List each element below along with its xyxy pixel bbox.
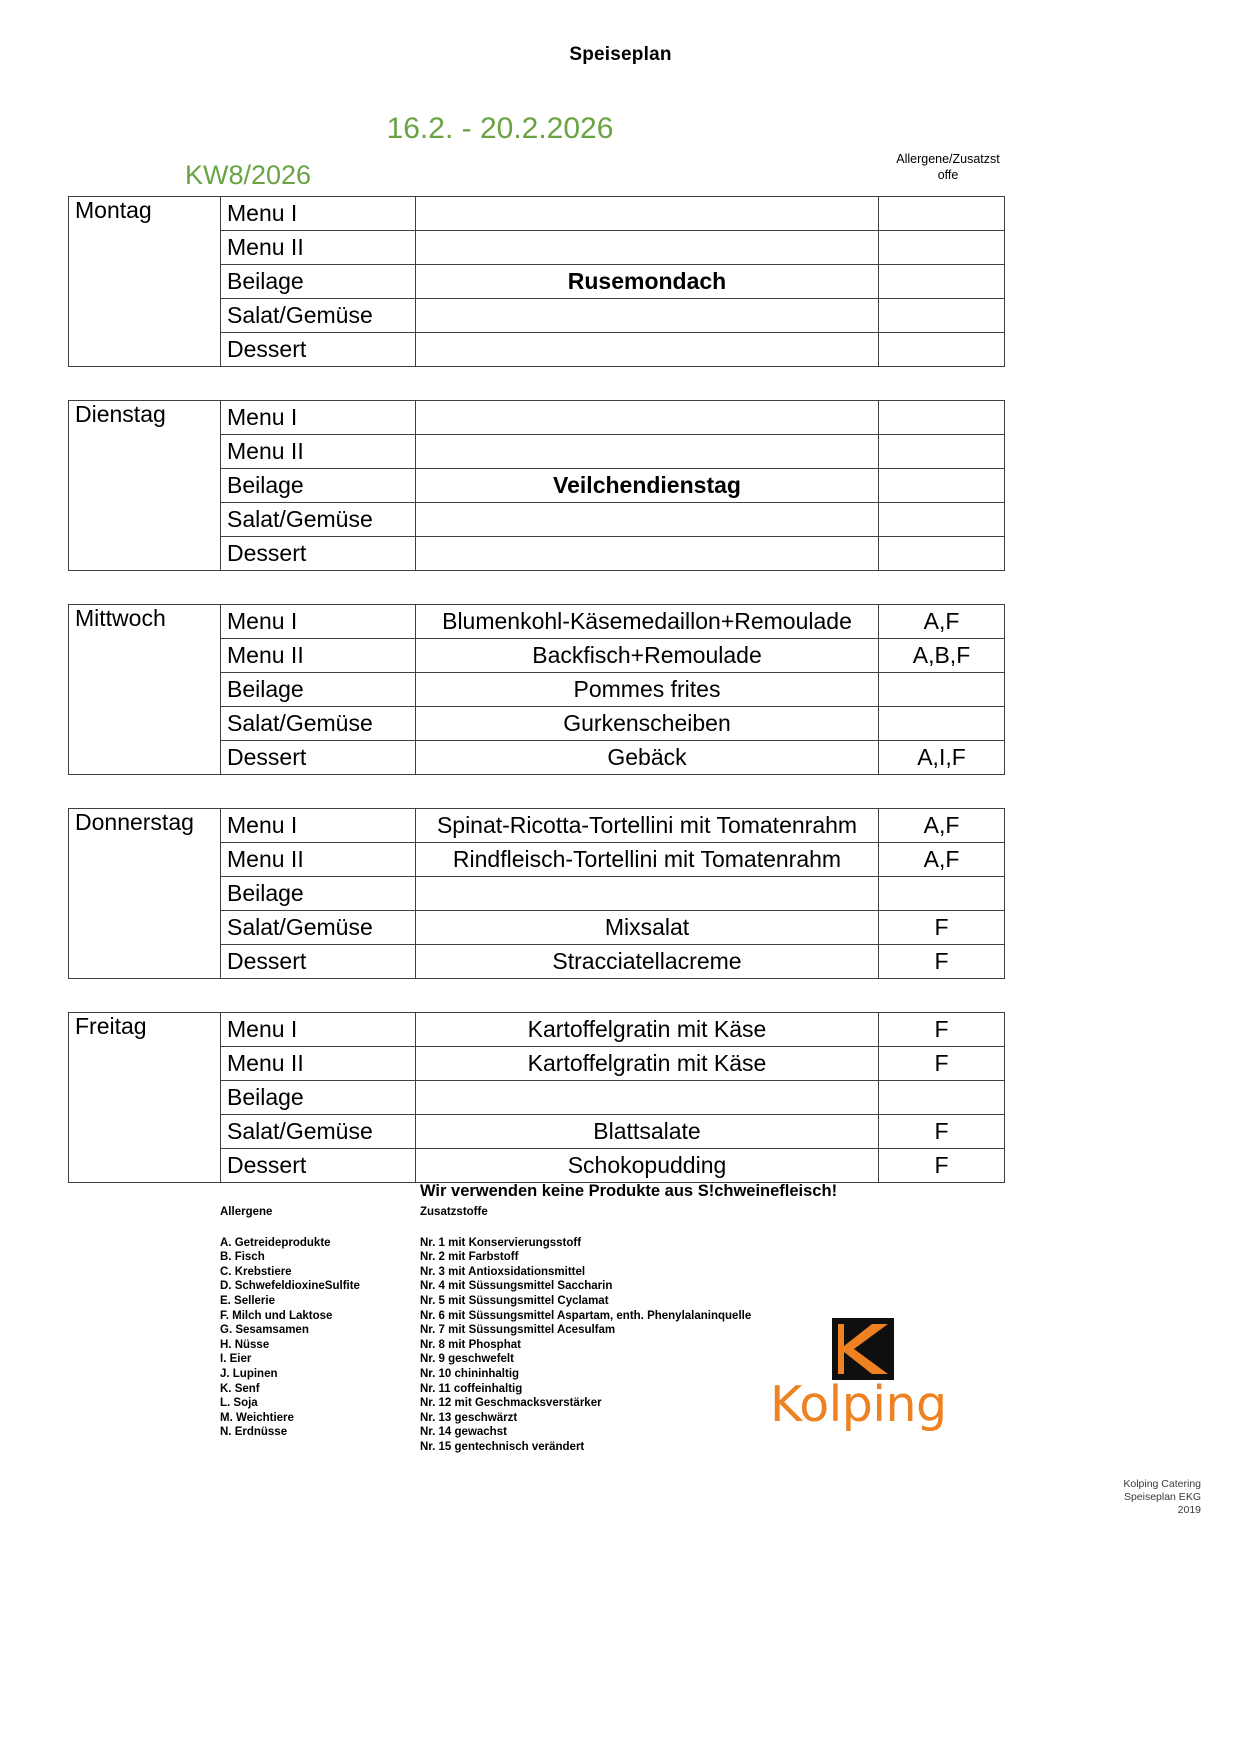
dish-cell: Gebäck: [416, 741, 879, 775]
allergene-legend-column: [220, 1205, 360, 1440]
dish-cell: Stracciatellacreme: [416, 945, 879, 979]
dish-cell: Mixsalat: [416, 911, 879, 945]
zusatzstoffe-item: Nr. 12 mit Geschmacksverstärker: [420, 1397, 602, 1410]
allergene-item: L. Soja: [220, 1397, 258, 1410]
allergene-item: E. Sellerie: [220, 1294, 275, 1307]
allergen-cell: F: [879, 1115, 1005, 1149]
day-table-freitag: [68, 1012, 1005, 1183]
dish-cell: Pommes frites: [416, 673, 879, 707]
dish-cell: Blattsalate: [416, 1115, 879, 1149]
course-label-cell: Beilage: [221, 877, 416, 911]
allergen-cell: [879, 231, 1005, 265]
zusatzstoffe-item: Nr. 13 geschwärzt: [420, 1411, 518, 1424]
table-row: [69, 401, 1005, 435]
allergene-item: A. Getreideprodukte: [220, 1236, 331, 1249]
zusatzstoffe-item: Nr. 9 geschwefelt: [420, 1353, 514, 1366]
allergen-cell: [879, 673, 1005, 707]
caption-line-2: Speiseplan EKG: [1123, 1491, 1201, 1503]
dish-cell: Kartoffelgratin mit Käse: [416, 1047, 879, 1081]
dish-cell: [416, 197, 879, 231]
course-label-cell: Dessert: [221, 333, 416, 367]
allergen-cell: A,F: [879, 843, 1005, 877]
course-label-cell: Menu I: [221, 1013, 416, 1047]
allergen-cell: F: [879, 1047, 1005, 1081]
dish-cell: Veilchendienstag: [416, 469, 879, 503]
day-table-mittwoch: [68, 604, 1005, 775]
allergen-cell: [879, 537, 1005, 571]
allergene-item: G. Sesamsamen: [220, 1324, 309, 1337]
dish-cell: [416, 1081, 879, 1115]
allergen-cell: [879, 265, 1005, 299]
allergen-cell: [879, 435, 1005, 469]
dish-cell: [416, 435, 879, 469]
course-label-cell: Salat/Gemüse: [221, 299, 416, 333]
allergen-cell: [879, 333, 1005, 367]
allergen-cell: A,F: [879, 809, 1005, 843]
day-name-cell: Dienstag: [69, 401, 221, 571]
dish-cell: Rindfleisch-Tortellini mit Tomatenrahm: [416, 843, 879, 877]
dish-cell: [416, 503, 879, 537]
zusatzstoffe-item: Nr. 11 coffeinhaltig: [420, 1382, 523, 1395]
dish-cell: [416, 401, 879, 435]
course-label-cell: Dessert: [221, 1149, 416, 1183]
zusatzstoffe-item: Nr. 7 mit Süssungsmittel Acesulfam: [420, 1324, 616, 1337]
dish-cell: [416, 299, 879, 333]
table-row: [69, 809, 1005, 843]
course-label-cell: Dessert: [221, 741, 416, 775]
zusatzstoffe-item: Nr. 14 gewachst: [420, 1426, 507, 1439]
table-row: [69, 605, 1005, 639]
allergen-cell: [879, 401, 1005, 435]
allergen-cell: [879, 877, 1005, 911]
dish-cell: [416, 231, 879, 265]
day-table-donnerstag: [68, 808, 1005, 979]
dish-cell: Backfisch+Remoulade: [416, 639, 879, 673]
allergen-cell: [879, 707, 1005, 741]
course-label-cell: Beilage: [221, 265, 416, 299]
course-label-cell: Dessert: [221, 945, 416, 979]
allergen-cell: A,I,F: [879, 741, 1005, 775]
course-label-cell: Salat/Gemüse: [221, 911, 416, 945]
zusatzstoffe-item: Nr. 10 chininhaltig: [420, 1367, 520, 1380]
course-label-cell: Salat/Gemüse: [221, 503, 416, 537]
course-label-cell: Menu I: [221, 401, 416, 435]
zusatzstoffe-list: [420, 1236, 751, 1455]
dish-cell: [416, 537, 879, 571]
course-label-cell: Menu II: [221, 231, 416, 265]
table-row: [69, 197, 1005, 231]
dish-cell: Blumenkohl-Käsemedaillon+Remoulade: [416, 605, 879, 639]
no-pork-notice: Wir verwenden keine Produkte aus S!chweinefleisch!: [420, 1182, 838, 1200]
course-label-cell: Menu I: [221, 605, 416, 639]
allergen-cell: [879, 197, 1005, 231]
day-table-montag: [68, 196, 1005, 367]
allergen-cell: A,B,F: [879, 639, 1005, 673]
course-label-cell: Beilage: [221, 1081, 416, 1115]
allergene-item: H. Nüsse: [220, 1338, 270, 1351]
kolping-wordmark: Kolping: [770, 1376, 947, 1433]
course-label-cell: Menu I: [221, 197, 416, 231]
course-label-cell: Menu II: [221, 843, 416, 877]
allergene-item: N. Erdnüsse: [220, 1426, 288, 1439]
allergene-item: F. Milch und Laktose: [220, 1309, 333, 1322]
document-caption: [1001, 1478, 1201, 1517]
zusatzstoffe-heading: Zusatzstoffe: [420, 1206, 488, 1218]
day-table-dienstag: [68, 400, 1005, 571]
course-label-cell: Beilage: [221, 469, 416, 503]
caption-line-3: 2019: [1177, 1504, 1201, 1516]
day-name-cell: Montag: [69, 197, 221, 367]
course-label-cell: Menu II: [221, 639, 416, 673]
allergene-item: K. Senf: [220, 1382, 260, 1395]
day-name-cell: Freitag: [69, 1013, 221, 1183]
allergen-cell: [879, 469, 1005, 503]
kolping-k-mark: [832, 1318, 894, 1380]
course-label-cell: Menu I: [221, 809, 416, 843]
dish-cell: Kartoffelgratin mit Käse: [416, 1013, 879, 1047]
course-label-cell: Dessert: [221, 537, 416, 571]
zusatzstoffe-item: Nr. 8 mit Phosphat: [420, 1338, 521, 1351]
zusatzstoffe-item: Nr. 4 mit Süssungsmittel Saccharin: [420, 1280, 613, 1293]
allergen-column-header: [884, 152, 1012, 183]
zusatzstoffe-item: Nr. 2 mit Farbstoff: [420, 1251, 519, 1264]
course-label-cell: Menu II: [221, 435, 416, 469]
allergene-item: M. Weichtiere: [220, 1411, 294, 1424]
allergene-heading: Allergene: [220, 1206, 273, 1218]
allergene-item: C. Krebstiere: [220, 1265, 292, 1278]
caption-line-1: Kolping Catering: [1123, 1478, 1201, 1490]
allergene-item: D. SchwefeldioxineSulfite: [220, 1280, 360, 1293]
dish-cell: Gurkenscheiben: [416, 707, 879, 741]
allergen-cell: [879, 503, 1005, 537]
zusatzstoffe-item: Nr. 1 mit Konservierungsstoff: [420, 1236, 582, 1249]
dish-cell: Schokopudding: [416, 1149, 879, 1183]
zusatzstoffe-legend-column: [420, 1205, 751, 1455]
allergen-cell: F: [879, 911, 1005, 945]
day-name-cell: Donnerstag: [69, 809, 221, 979]
kolping-logo: [770, 1318, 980, 1438]
allergene-item: J. Lupinen: [220, 1367, 278, 1380]
dish-cell: Rusemondach: [416, 265, 879, 299]
day-name-cell: Mittwoch: [69, 605, 221, 775]
zusatzstoffe-item: Nr. 15 gentechnisch verändert: [420, 1440, 585, 1453]
allergene-item: I. Eier: [220, 1353, 252, 1366]
dish-cell: [416, 877, 879, 911]
allergen-column-header-line1: Allergene/Zusatzst: [896, 152, 1000, 166]
course-label-cell: Beilage: [221, 673, 416, 707]
course-label-cell: Salat/Gemüse: [221, 707, 416, 741]
course-label-cell: Menu II: [221, 1047, 416, 1081]
allergene-item: B. Fisch: [220, 1251, 265, 1264]
allergen-cell: F: [879, 1149, 1005, 1183]
allergen-column-header-line2: offe: [937, 167, 959, 182]
dish-cell: Spinat-Ricotta-Tortellini mit Tomatenrahm: [416, 809, 879, 843]
allergen-cell: [879, 1081, 1005, 1115]
dish-cell: [416, 333, 879, 367]
allergen-cell: A,F: [879, 605, 1005, 639]
allergen-cell: [879, 299, 1005, 333]
zusatzstoffe-item: Nr. 6 mit Süssungsmittel Aspartam, enth. Phenylalaninquelle: [420, 1309, 752, 1322]
date-range: 16.2. - 20.2.2026: [386, 112, 614, 145]
page-title: Speiseplan: [569, 44, 672, 65]
table-row: [69, 1013, 1005, 1047]
allergen-cell: F: [879, 945, 1005, 979]
allergen-cell: F: [879, 1013, 1005, 1047]
zusatzstoffe-item: Nr. 5 mit Süssungsmittel Cyclamat: [420, 1294, 609, 1307]
calendar-week-label: KW8/2026: [185, 160, 312, 190]
allergene-list: [220, 1236, 360, 1440]
zusatzstoffe-item: Nr. 3 mit Antioxsidationsmittel: [420, 1265, 586, 1278]
course-label-cell: Salat/Gemüse: [221, 1115, 416, 1149]
